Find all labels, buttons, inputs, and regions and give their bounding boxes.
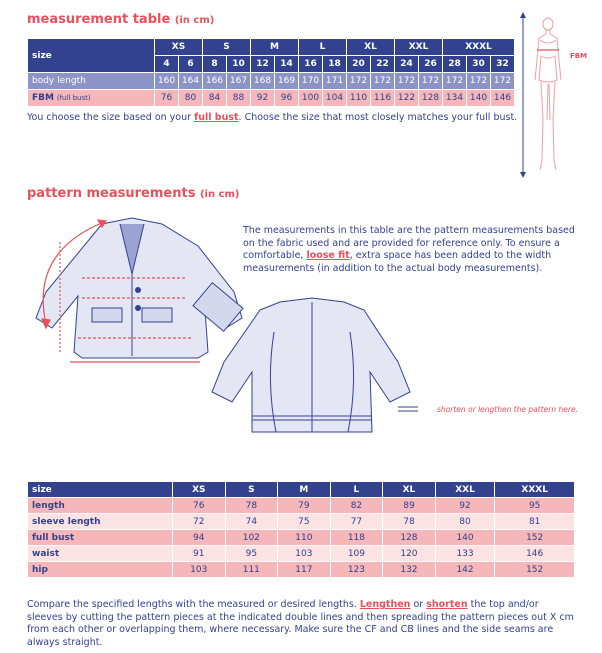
value-cell: 82 [330,498,383,514]
size-number-cell: 8 [203,56,227,73]
size-number-cell: 28 [443,56,467,73]
body-length-cell: 172 [371,73,395,90]
pattern-size-cell: XL [383,482,436,498]
pattern-desc-text-end: , extra space has been added to the width measurements (in addition to the actual body measurements). [243,250,552,274]
size-cell: S [203,39,251,56]
value-cell: 123 [330,562,383,578]
size-number-cell: 12 [251,56,275,73]
pattern-size-header: size [28,482,173,498]
body-length-cell: 164 [179,73,203,90]
size-number-cell: 14 [275,56,299,73]
fbm-cell: 116 [371,90,395,107]
body-length-cell: 172 [419,73,443,90]
value-cell: 109 [330,546,383,562]
body-length-cell: 171 [323,73,347,90]
body-figure-illustration [515,10,575,180]
value-cell: 132 [383,562,436,578]
size-number-cell: 30 [467,56,491,73]
value-cell: 103 [278,546,331,562]
value-cell: 140 [435,530,495,546]
fbm-cell: 88 [227,90,251,107]
footer-note [27,599,577,649]
body-length-row [28,73,515,90]
size-number-cell: 18 [323,56,347,73]
shorten-marker-icon [398,407,418,411]
measurement-size-header: size [28,39,155,73]
value-cell: 95 [495,498,575,514]
pattern-title-text: pattern measurements [27,186,196,201]
size-cell: L [299,39,347,56]
fbm-cell: 128 [419,90,443,107]
value-cell: 89 [383,498,436,514]
pattern-size-cell: L [330,482,383,498]
row-label: full bust [28,530,173,546]
value-cell: 91 [173,546,226,562]
size-note-text-end: . Choose the size that most closely matches your full bust. [238,112,518,123]
measurement-title-text: measurement table [27,12,171,27]
size-number-cell: 26 [419,56,443,73]
value-cell: 103 [173,562,226,578]
fbm-marker-label: FBM [570,52,588,60]
size-number-cell: 20 [347,56,371,73]
jacket-illustration [20,212,440,444]
pattern-size-cell: S [225,482,278,498]
row-label: waist [28,546,173,562]
value-cell: 80 [435,514,495,530]
value-cell: 111 [225,562,278,578]
measurement-table-title [27,12,214,27]
value-cell: 92 [435,498,495,514]
fbm-label-suffix: (full bust) [56,94,91,102]
lengthen-link[interactable]: Lengthen [359,599,411,610]
value-cell: 76 [173,498,226,514]
fbm-cell: 104 [323,90,347,107]
value-cell: 128 [383,530,436,546]
pattern-size-cell: XS [173,482,226,498]
value-cell: 152 [495,530,575,546]
table-row [28,546,575,562]
fbm-label [28,90,155,107]
pattern-desc-text: The measurements in this table are the pattern measurements based on the fabric used and are provided for reference only. To ensure a comfortable, [243,225,575,261]
pattern-table-header [28,482,575,498]
body-length-cell: 168 [251,73,275,90]
table-row [28,562,575,578]
fbm-cell: 122 [395,90,419,107]
body-length-cell: 166 [203,73,227,90]
row-label: sleeve length [28,514,173,530]
fbm-row [28,90,515,107]
size-number-cell: 22 [371,56,395,73]
pattern-size-cell: XXXL [495,482,575,498]
body-length-cell: 169 [275,73,299,90]
size-cell: XL [347,39,395,56]
body-length-cell: 167 [227,73,251,90]
full-bust-link[interactable]: full bust [194,112,239,123]
shorten-note: shorten or lengthen the pattern here. [437,405,578,414]
value-cell: 72 [173,514,226,530]
body-length-label: body length [28,73,155,90]
arrow-up-icon [520,12,526,18]
value-cell: 146 [495,546,575,562]
pattern-title-unit: (in cm) [199,189,240,200]
body-length-cell: 172 [491,73,515,90]
body-length-cell: 170 [299,73,323,90]
value-cell: 94 [173,530,226,546]
body-length-cell: 172 [467,73,491,90]
table-row [28,530,575,546]
arrow-down-icon [520,172,526,178]
fbm-cell: 100 [299,90,323,107]
fbm-cell: 84 [203,90,227,107]
value-cell: 133 [435,546,495,562]
value-cell: 79 [278,498,331,514]
footer-text-end: the top and/or sleeves by cutting the pattern pieces at the indicated double lines and then spreading the pattern pieces out X cm from each other or overlapping them, where necessary. Make sure the CF and CB lines and the side seams are always straight. [27,599,574,648]
size-cell: XXL [395,39,443,56]
size-note [27,112,537,125]
value-cell: 95 [225,546,278,562]
size-number-cell: 16 [299,56,323,73]
row-label: hip [28,562,173,578]
row-label: length [28,498,173,514]
value-cell: 78 [225,498,278,514]
measurement-size-row [28,39,515,56]
value-cell: 110 [278,530,331,546]
pattern-measurements-title [27,186,240,201]
value-cell: 152 [495,562,575,578]
size-number-cell: 4 [155,56,179,73]
fbm-cell: 134 [443,90,467,107]
value-cell: 120 [383,546,436,562]
table-row [28,514,575,530]
body-length-cell: 172 [395,73,419,90]
size-number-cell: 10 [227,56,251,73]
woman-figure-icon [535,18,561,170]
footer-text: Compare the specified lengths with the measured or desired lengths. [27,599,360,610]
body-length-cell: 172 [347,73,371,90]
size-note-text: You choose the size based on your [27,112,195,123]
fbm-cell: 80 [179,90,203,107]
size-number-cell: 32 [491,56,515,73]
shorten-link[interactable]: shorten [426,599,468,610]
value-cell: 142 [435,562,495,578]
measurement-title-unit: (in cm) [174,15,215,26]
value-cell: 117 [278,562,331,578]
size-number-cell: 6 [179,56,203,73]
value-cell: 102 [225,530,278,546]
size-cell: M [251,39,299,56]
pattern-measurements-table [27,481,575,578]
fbm-cell: 76 [155,90,179,107]
value-cell: 81 [495,514,575,530]
pattern-size-cell: M [278,482,331,498]
loose-fit-link[interactable]: loose fit [306,250,350,261]
pattern-size-cell: XXL [435,482,495,498]
body-length-cell: 160 [155,73,179,90]
body-length-cell: 172 [443,73,467,90]
fbm-cell: 110 [347,90,371,107]
value-cell: 118 [330,530,383,546]
value-cell: 77 [330,514,383,530]
size-cell: XXXL [443,39,515,56]
value-cell: 78 [383,514,436,530]
value-cell: 75 [278,514,331,530]
size-cell: XS [155,39,203,56]
measurement-table [27,38,515,107]
footer-mid: or [410,599,427,610]
fbm-cell: 96 [275,90,299,107]
fbm-cell: 146 [491,90,515,107]
value-cell: 74 [225,514,278,530]
fbm-cell: 92 [251,90,275,107]
table-row [28,498,575,514]
fbm-cell: 140 [467,90,491,107]
size-number-cell: 24 [395,56,419,73]
fbm-label-text: FBM [32,93,54,103]
